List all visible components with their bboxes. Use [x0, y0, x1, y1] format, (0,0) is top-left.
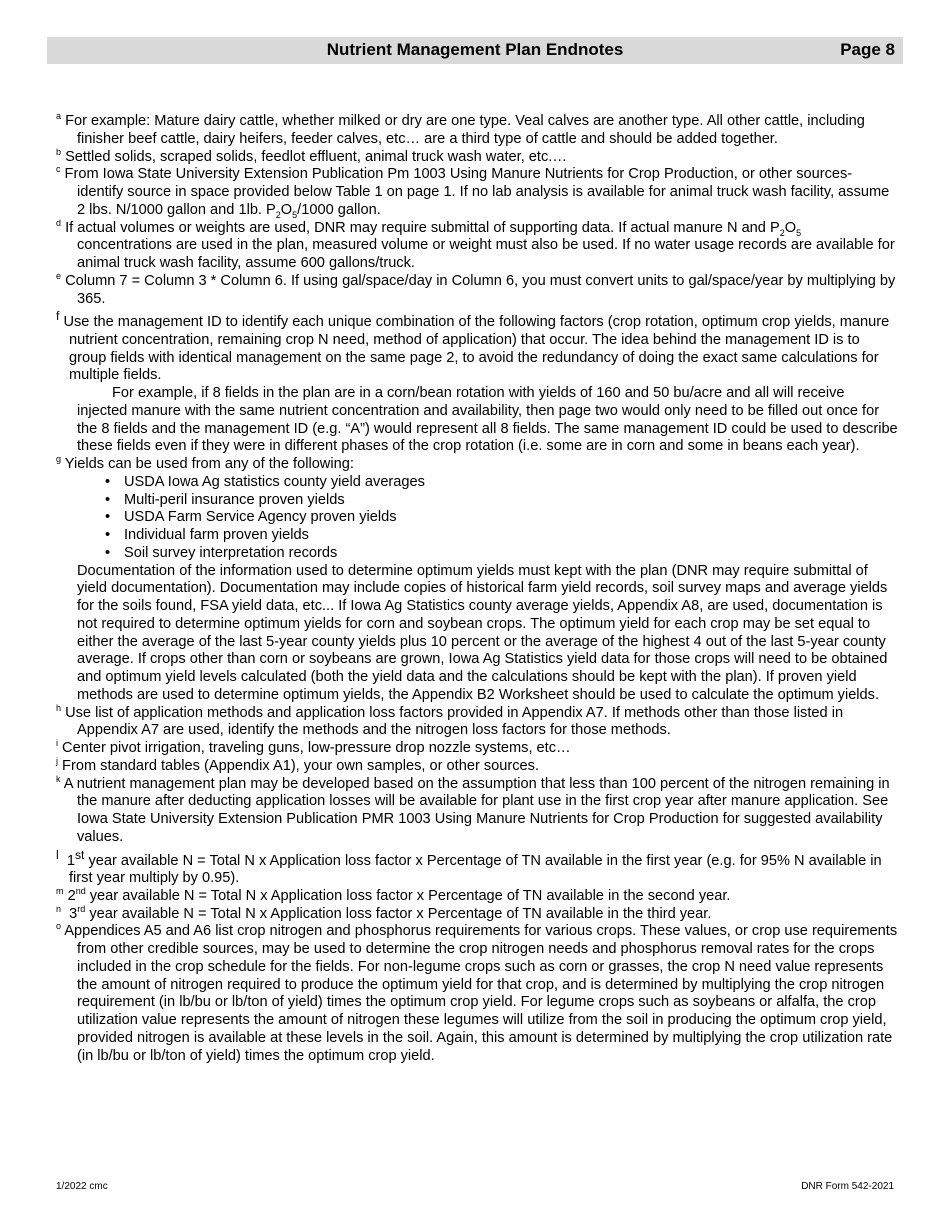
- endnote-a: [56, 113, 898, 149]
- page-header: [47, 37, 903, 64]
- endnote-text: year available N = Total N x Application loss factor x Percentage of TN available in the third year.: [85, 905, 712, 922]
- ordinal-number: 1: [66, 852, 75, 869]
- endnote-i: [56, 740, 898, 758]
- footer-form-number: DNR Form 542-2021: [801, 1181, 894, 1192]
- endnote-marker: i: [56, 738, 58, 749]
- ordinal-suffix: rd: [77, 903, 86, 914]
- list-item: • USDA Iowa Ag statistics county yield averages: [124, 474, 898, 492]
- endnote-text: Settled solids, scraped solids, feedlot effluent, animal truck wash water, etc.…: [61, 148, 567, 165]
- endnote-text: concentrations are used in the plan, measured volume or weight must also be used. If no water usage records are available for animal truck wash facility, assume 600 gallons/truck.: [77, 237, 895, 271]
- endnote-text: year available N = Total N x Application loss factor x Percentage of TN available in the second year.: [85, 887, 731, 904]
- endnote-l: [56, 847, 898, 888]
- endnote-marker: e: [56, 270, 62, 281]
- endnote-e: [56, 270, 898, 309]
- list-item: • Soil survey interpretation records: [124, 545, 898, 563]
- ordinal-suffix: nd: [75, 886, 86, 897]
- endnote-marker: k: [56, 773, 61, 784]
- endnote-f: [56, 308, 898, 385]
- endnote-text: A nutrient management plan may be developed based on the assumption that less than 100 percent of the nitrogen remaining in the manure after deducting application losses will be available for plant use in the first crop year after manure application. See Iowa State University Extension Publication PMR 1003 Using Manure Nutrients for Crop Production for suggested availability values.: [60, 775, 890, 845]
- endnote-marker: g: [56, 454, 62, 465]
- endnote-text: Appendices A5 and A6 list crop nitrogen and phosphorus requirements for various crops. These values, or crop use requirements from other credible sources, may be used to determine the crop nitrogen needs and phosphorus removal rates for the crops included in the crop schedule for the fields. For non-legume crops such as corn or grasses, the crop N need value represents the amount of nitrogen required to produce the optimum yield for that crop, and is determined by multiplying the crop nitrogen requirement (in lb/bu or lb/ton of yield) times the optimum crop yield. For legume crops such as soybeans or alfalfa, the crop utilization value represents the amount of nitrogen these legumes will utilize from the soil in producing the optimum crop yield, provided nitrogen is available at these levels in the soil. Again, this amount is determined by multiplying the crop utilization rate (in lb/bu or lb/ton of yield) times the optimum crop yield.: [61, 923, 898, 1064]
- endnote-text: From Iowa State University Extension Publication Pm 1003 Using Manure Nutrients for Crop Production, or other sources- identify source in space provided below Table 1 on page 1. If no lab analysis is available for animal truck wash facility, assume 2 lbs. N/1000 gallon and 1lb. P: [60, 166, 890, 218]
- endnote-m: [56, 888, 898, 906]
- footer-revision: 1/2022 cmc: [56, 1181, 108, 1192]
- subscript: 2: [275, 209, 281, 220]
- endnote-c: [56, 166, 898, 219]
- endnote-text: O: [280, 201, 293, 218]
- endnote-marker: m: [56, 886, 64, 897]
- endnote-marker: c: [56, 164, 61, 175]
- endnote-text: For example: Mature dairy cattle, whether milked or dry are one type. Veal calves are another type. All other cattle, including finisher beef cattle, dairy heifers, feeder calves, etc… are a third type of cattle and should be added together.: [61, 113, 865, 147]
- endnote-text: Yields can be used from any of the following:: [61, 456, 354, 473]
- endnote-text: year available N = Total N x Application loss factor x Percentage of TN available in the first year (e.g. for 95% N available in first year multiply by 0.95).: [69, 852, 882, 887]
- ordinal-suffix: st: [74, 847, 85, 862]
- endnote-h: [56, 702, 898, 741]
- endnote-g-documentation: Documentation of the information used to determine optimum yields must kept with the plan (DNR may require submittal of yield documentation). Documentation may include copies of historical farm yield records, soil survey maps and average yields for the soils found, FSA yield data, etc... If Iowa Ag Statistics county average yields, Appendix A8, are used, documentation is not required to determine optimum yields for corn and soybean crops. The optimum yield for each crop may be set equal to either the average of the last 5-year county yields plus 10 percent or the average of the highest 4 out of the last 5-year county average. If crops other than corn or soybeans are grown, Iowa Ag Statistics yield data for those crops will need to be obtained and optimum yield levels calculated (both the yield data and the calculations should be kept with the plan). If proven yield methods are used to determine optimum yields, the Appendix B2 Worksheet should be used to calculate the optimum yields.: [77, 562, 888, 703]
- list-item: • USDA Farm Service Agency proven yields: [124, 509, 898, 527]
- page-number: Page 8: [840, 40, 895, 59]
- endnote-marker: l: [56, 847, 59, 862]
- endnote-o: [56, 923, 898, 1065]
- endnote-marker: d: [56, 217, 62, 228]
- ordinal-number: 3: [69, 905, 78, 922]
- endnote-marker: n: [56, 903, 62, 914]
- endnote-text: Use the management ID to identify each unique combination of the following factors (crop rotation, optimum crop yields, manure nutrient concentration, remaining crop N need, method of application) that occur. The idea behind the management ID is to group fields with identical management on the same page 2, to avoid the redundancy of doing the exact same calculations for multiple fields.: [59, 314, 890, 384]
- endnote-marker: h: [56, 702, 62, 713]
- endnote-marker: b: [56, 146, 62, 157]
- endnote-j: [56, 758, 898, 776]
- endnote-text: From standard tables (Appendix A1), your own samples, or other sources.: [58, 757, 540, 774]
- endnote-b: [56, 146, 898, 167]
- endnote-text: If actual volumes or weights are used, DNR may require submittal of supporting data. If actual manure N and P: [61, 219, 780, 236]
- endnote-marker: j: [56, 756, 58, 766]
- endnote-text: O: [784, 219, 797, 236]
- endnote-text: /1000 gallon.: [297, 201, 381, 218]
- ordinal-number: 2: [67, 887, 76, 904]
- endnote-k: [56, 773, 898, 847]
- list-item: • Multi-peril insurance proven yields: [124, 492, 898, 510]
- list-item: • Individual farm proven yields: [124, 527, 898, 545]
- endnotes: [56, 113, 898, 1065]
- subscript: 5: [292, 209, 298, 220]
- endnote-marker: f: [56, 309, 60, 324]
- endnote-f-example: For example, if 8 fields in the plan are in a corn/bean rotation with yields of 160 and 50 bu/acre and all will receive injected manure with the same nutrient concentration and availability, then page two would only need to be filled out once for the 8 fields and the management ID (e.g. “A”) would represent all 8 fields. The same management ID could be used to describe these fields even if they were in different phases of the crop rotation (i.e. some are in corn and some in beans each year).: [77, 385, 898, 455]
- subscript: 5: [796, 227, 802, 238]
- endnote-marker: a: [56, 111, 62, 122]
- endnote-text: Center pivot irrigation, traveling guns, low-pressure drop nozzle systems, etc…: [58, 740, 571, 757]
- endnote-g: [56, 456, 898, 474]
- endnote-text: Use list of application methods and application loss factors provided in Appendix A7. If methods other than those listed in Appendix A7 are used, identify the methods and the nitrogen loss factors for those methods.: [61, 704, 844, 739]
- endnote-n: [56, 903, 898, 924]
- subscript: 2: [779, 227, 785, 238]
- page-title: Nutrient Management Plan Endnotes: [326, 40, 624, 59]
- endnote-d: [56, 217, 898, 273]
- endnote-marker: o: [56, 921, 62, 932]
- endnote-text: Column 7 = Column 3 * Column 6. If using gal/space/day in Column 6, you must convert units to gal/space/year by multiplying by 365.: [61, 272, 896, 307]
- yield-source-list: [56, 474, 898, 563]
